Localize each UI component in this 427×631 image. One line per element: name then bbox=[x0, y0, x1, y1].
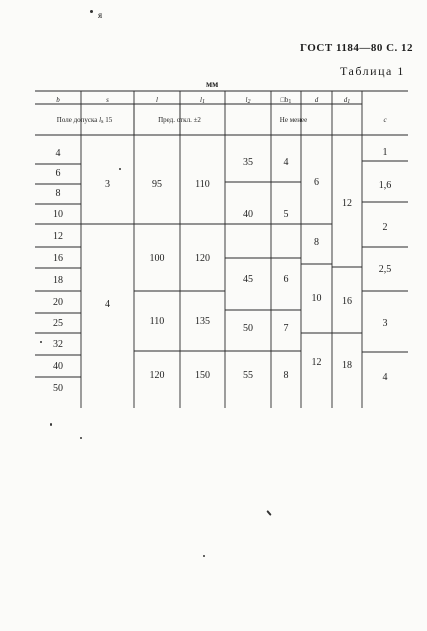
cell-c: 2 bbox=[382, 222, 388, 233]
cell-c: 4 bbox=[382, 372, 388, 383]
cell-b: 50 bbox=[53, 383, 63, 394]
tolerance-sub: s bbox=[101, 119, 104, 125]
cell-b1: 8 bbox=[283, 370, 289, 381]
col-header-s-text: s bbox=[106, 96, 109, 104]
col-header-d1 bbox=[332, 94, 362, 108]
col-header-d bbox=[301, 94, 332, 106]
col-header-l2-text: l bbox=[245, 96, 248, 104]
tolerance-field: l bbox=[99, 116, 102, 124]
cell-d1: 16 bbox=[342, 296, 352, 307]
cell-l: 100 bbox=[149, 253, 165, 264]
col-header-b1 bbox=[271, 94, 301, 108]
cell-c: 2,5 bbox=[378, 264, 392, 275]
limit-deviation-header: Пред. откл. ±2 bbox=[158, 116, 201, 124]
col-header-d1-text: d bbox=[343, 96, 348, 104]
cell-d: 6 bbox=[314, 177, 319, 188]
cell-b: 12 bbox=[53, 231, 63, 242]
col-header-d1-sub: 1 bbox=[347, 99, 351, 105]
cell-c: 3 bbox=[382, 318, 388, 329]
minimum-header: Не менее bbox=[279, 116, 308, 124]
col-header-b1-sub: 1 bbox=[288, 99, 292, 105]
col-header-b-text: b bbox=[56, 96, 60, 104]
cell-l2: 40 bbox=[243, 209, 253, 220]
tolerance-header bbox=[35, 114, 134, 128]
col-header-c bbox=[362, 114, 408, 126]
units-label: мм bbox=[206, 79, 219, 89]
cell-c: 1,6 bbox=[378, 180, 392, 191]
table-title: Таблица 1 bbox=[340, 64, 405, 78]
scan-speck bbox=[119, 168, 121, 170]
scan-speck bbox=[40, 341, 42, 343]
cell-b1: 5 bbox=[283, 209, 289, 220]
col-header-l2 bbox=[225, 94, 271, 108]
tolerance-label: Поле допуска bbox=[56, 116, 98, 124]
cell-d: 12 bbox=[311, 357, 322, 368]
col-header-c-text: c bbox=[383, 116, 387, 124]
page-marker: я bbox=[98, 10, 103, 20]
cell-l2: 45 bbox=[243, 274, 253, 285]
cell-l2: 55 bbox=[243, 370, 253, 381]
cell-l: 110 bbox=[149, 316, 165, 327]
cell-b: 4 bbox=[55, 148, 61, 159]
cell-l2: 35 bbox=[243, 157, 253, 168]
col-header-s bbox=[81, 94, 134, 106]
cell-d: 10 bbox=[311, 293, 322, 304]
standard-header: ГОСТ 1184—80 С. 12 bbox=[300, 42, 414, 54]
cell-b: 20 bbox=[53, 297, 63, 308]
cell-b: 32 bbox=[53, 339, 63, 350]
cell-b: 16 bbox=[53, 253, 63, 264]
col-header-l-text: l bbox=[156, 96, 158, 104]
scan-speck bbox=[90, 10, 93, 13]
cell-l1: 150 bbox=[195, 370, 210, 381]
scan-speck bbox=[80, 437, 82, 439]
cell-d1: 18 bbox=[342, 360, 352, 371]
scan-speck bbox=[203, 555, 205, 557]
cell-l2: 50 bbox=[243, 323, 253, 334]
cell-l1: 135 bbox=[195, 316, 210, 327]
col-header-b bbox=[35, 94, 81, 106]
cell-l: 95 bbox=[152, 179, 162, 190]
cell-l1: 110 bbox=[195, 179, 210, 190]
scan-speck bbox=[50, 423, 52, 426]
cell-l: 120 bbox=[149, 370, 165, 381]
cell-d1: 12 bbox=[342, 198, 352, 209]
col-header-l1 bbox=[180, 94, 225, 108]
cell-b1: 7 bbox=[283, 323, 289, 334]
cell-b1: 4 bbox=[283, 157, 289, 168]
col-header-l2-sub: 2 bbox=[247, 99, 251, 105]
col-header-l1-text: l bbox=[200, 96, 202, 104]
cell-l1: 120 bbox=[195, 253, 210, 264]
col-header-b1-text: □b bbox=[280, 96, 289, 104]
tolerance-grade: 15 bbox=[105, 116, 113, 124]
cell-s: 3 bbox=[105, 179, 110, 190]
cell-b1: 6 bbox=[283, 274, 289, 285]
cell-b: 8 bbox=[55, 188, 61, 199]
cell-d: 8 bbox=[314, 237, 319, 248]
cell-s: 4 bbox=[105, 299, 110, 310]
cell-b: 18 bbox=[53, 275, 63, 286]
col-header-d-text: d bbox=[314, 96, 319, 104]
cell-b: 10 bbox=[53, 209, 63, 220]
col-header-l bbox=[134, 94, 180, 106]
cell-b: 6 bbox=[55, 168, 61, 179]
cell-b: 40 bbox=[53, 361, 63, 372]
cell-b: 25 bbox=[53, 318, 63, 329]
cell-c: 1 bbox=[382, 147, 388, 158]
col-header-l1-sub: 1 bbox=[201, 99, 205, 105]
